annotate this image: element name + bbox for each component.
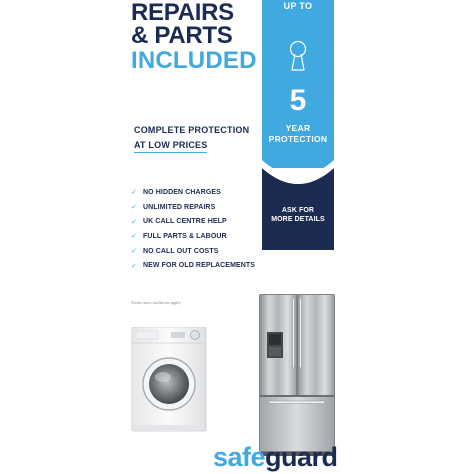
headline-line-3: INCLUDED	[131, 47, 257, 74]
feature-label: NO CALL OUT COSTS	[143, 247, 219, 255]
terms-text: Terms and conditions apply	[131, 300, 181, 305]
checkmark-icon: ✓	[131, 262, 137, 270]
banner-protection: PROTECTION	[268, 134, 328, 144]
feature-label: NEW FOR OLD REPLACEMENTS	[143, 262, 256, 270]
checkmark-icon: ✓	[131, 204, 137, 212]
feature-item	[131, 244, 255, 259]
feature-label: FULL PARTS & LABOUR	[143, 232, 227, 240]
keyhole-icon	[288, 40, 308, 72]
banner-up-to: UP TO	[283, 1, 313, 11]
feature-item	[131, 258, 255, 273]
feature-label: UK CALL CENTRE HELP	[143, 218, 227, 226]
banner-ask-line-2: MORE DETAILS	[271, 216, 325, 223]
feature-label: UNLIMITED REPAIRS	[143, 203, 216, 211]
checkmark-icon: ✓	[131, 248, 137, 256]
headline-line-1: REPAIRS	[131, 0, 234, 26]
feature-list	[131, 185, 255, 273]
banner-ask-line-1: ASK FOR	[281, 207, 315, 214]
washing-machine-image	[131, 327, 207, 433]
logo-part-safe: safe	[213, 442, 266, 472]
tagline	[134, 123, 249, 153]
protection-banner	[262, 0, 334, 250]
safeguard-logo	[213, 444, 338, 471]
feature-item	[131, 200, 255, 215]
headline-line-2: & PARTS	[131, 22, 233, 49]
banner-year: YEAR	[285, 123, 311, 133]
tagline-line-2: AT LOW PRICES	[134, 139, 207, 153]
feature-label: NO HIDDEN CHARGES	[143, 188, 221, 196]
feature-item	[131, 229, 255, 244]
tagline-line-1: COMPLETE PROTECTION	[134, 125, 250, 135]
feature-item	[131, 185, 255, 200]
checkmark-icon: ✓	[131, 218, 137, 226]
feature-item	[131, 214, 255, 229]
checkmark-icon: ✓	[131, 233, 137, 241]
checkmark-icon: ✓	[131, 189, 137, 197]
banner-year-protection	[262, 123, 334, 145]
fridge-freezer-image	[257, 292, 337, 458]
banner-years-number: 5	[289, 84, 307, 117]
logo-part-guard: guard	[265, 442, 338, 472]
banner-ask-details	[262, 206, 334, 224]
